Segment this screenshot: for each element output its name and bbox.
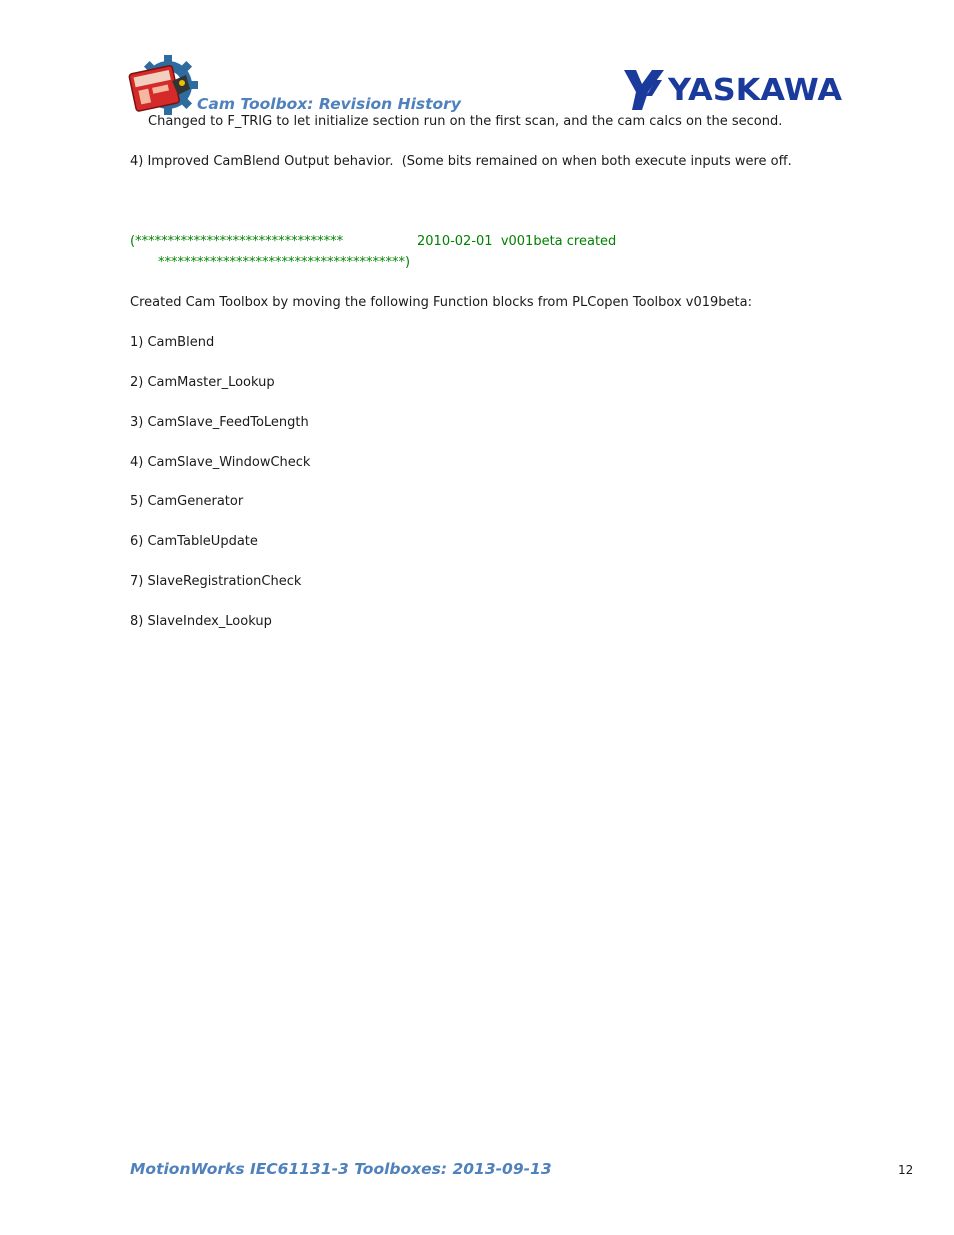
list-item: 2) CamMaster_Lookup [130, 375, 275, 390]
list-item: 3) CamSlave_FeedToLength [130, 415, 309, 430]
list-item: 4) CamSlave_WindowCheck [130, 455, 311, 470]
comment-stars-open: (******************************** [130, 234, 344, 249]
footer-title: MotionWorks IEC61131-3 Toolboxes: 2013-09-13 [130, 1160, 552, 1178]
paragraph-ftrig: Changed to F_TRIG to let initialize section run on the first scan, and the cam calcs on the second. [148, 114, 783, 129]
list-item: 7) SlaveRegistrationCheck [130, 574, 302, 589]
comment-text: 2010-02-01 v001beta created [417, 234, 617, 249]
yaskawa-logo [622, 66, 844, 112]
list-item: 5) CamGenerator [130, 494, 244, 509]
list-item: 6) CamTableUpdate [130, 534, 258, 549]
comment-stars-close: **************************************) [158, 255, 411, 270]
cam-toolbox-logo [128, 55, 200, 115]
paragraph-improved: 4) Improved CamBlend Output behavior. (Some bits remained on when both execute inputs were off. [130, 154, 792, 169]
page-number: 12 [898, 1163, 914, 1177]
list-item: 8) SlaveIndex_Lookup [130, 614, 272, 629]
header-title: Cam Toolbox: Revision History [197, 95, 461, 113]
paragraph-created: Created Cam Toolbox by moving the following Function blocks from PLCopen Toolbox v019beta: [130, 295, 752, 310]
yaskawa-logo-text: YASKAWA [666, 73, 843, 108]
list-item: 1) CamBlend [130, 335, 215, 350]
